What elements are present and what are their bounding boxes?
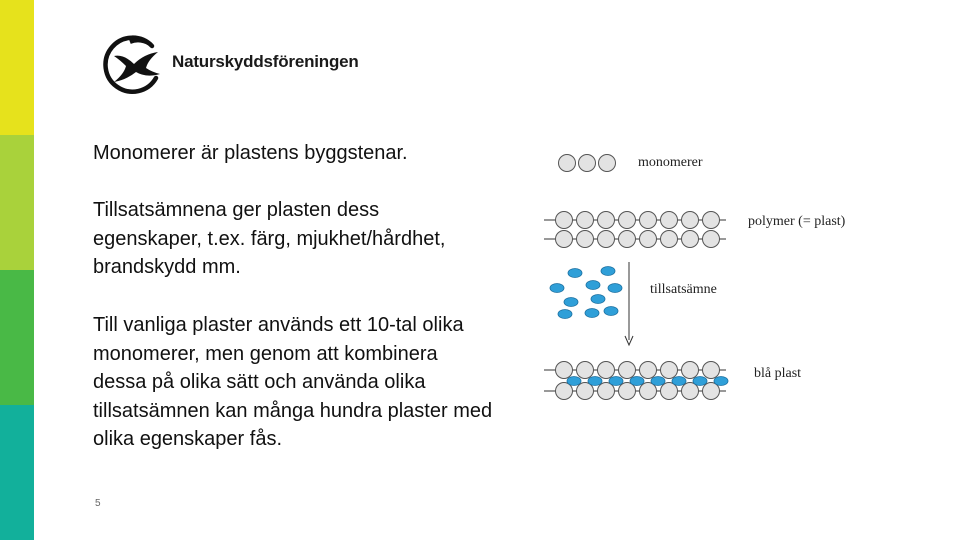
blue-plastic-additive-particle [588, 377, 602, 386]
brand-stripe-yellow [0, 0, 34, 135]
polymer-monomer-circle [577, 212, 594, 229]
polymer-monomer-circle [703, 212, 720, 229]
polymer-monomer-circle [661, 212, 678, 229]
brand-name: Naturskyddsföreningen [172, 52, 359, 71]
blue-plastic-monomer-circle [661, 362, 678, 379]
polymer-monomer-circle [640, 231, 657, 248]
brand-stripe-teal [0, 405, 34, 540]
diagram-graphics [540, 145, 880, 415]
additive-particle [550, 284, 564, 293]
polymer-monomer-circle [598, 231, 615, 248]
brand-stripe-light-green [0, 135, 34, 270]
paragraph-monomers: Monomerer är plastens byggstenar. [93, 142, 408, 164]
polymer-monomer-circle [703, 231, 720, 248]
additive-particle [601, 267, 615, 276]
blue-plastic-additive-particle [693, 377, 707, 386]
additive-particle [591, 295, 605, 304]
blue-plastic-additive-particle [672, 377, 686, 386]
blue-plastic-monomer-circle [682, 362, 699, 379]
blue-plastic-additive-particle [651, 377, 665, 386]
polymer-monomer-circle [598, 212, 615, 229]
additive-particle [564, 298, 578, 307]
brand-stripe-green [0, 270, 34, 405]
additive-particle [568, 269, 582, 278]
polymer-monomer-circle [661, 231, 678, 248]
additive-particle [604, 307, 618, 316]
blue-plastic-additive-particle [630, 377, 644, 386]
polymer-monomer-circle [682, 212, 699, 229]
blue-plastic-additive-particle [609, 377, 623, 386]
monomer-circle [599, 155, 616, 172]
polymer-monomer-circle [556, 212, 573, 229]
label-additives: tillsatsämne [650, 282, 717, 297]
polymer-monomer-circle [682, 231, 699, 248]
blue-plastic-monomer-circle [640, 362, 657, 379]
label-monomers: monomerer [638, 155, 703, 170]
label-blue-plastic: blå plast [754, 366, 802, 381]
paragraph-plastics: Till vanliga plaster används ett 10-tal olika monomerer, men genom att kombinera dessa på olika sätt och använda olika tillsatsämnen kan många hundra plaster med olika egenskaper fås. [93, 314, 493, 450]
swallow-logo-icon [100, 34, 164, 96]
additive-particle [558, 310, 572, 319]
blue-plastic-monomer-circle [619, 362, 636, 379]
polymer-monomer-circle [640, 212, 657, 229]
additive-particle [586, 281, 600, 290]
blue-plastic-monomer-circle [556, 362, 573, 379]
paragraph-additives: Tillsatsämnena ger plasten dess egenskaper, t.ex. färg, mjukhet/hårdhet, brandskydd mm. [93, 199, 446, 278]
blue-plastic-additive-particle [714, 377, 728, 386]
blue-plastic-monomer-circle [598, 362, 615, 379]
blue-plastic-monomer-circle [577, 362, 594, 379]
polymer-monomer-circle [619, 212, 636, 229]
plastic-composition-diagram [540, 145, 880, 415]
polymer-monomer-circle [619, 231, 636, 248]
blue-plastic-additive-particle [567, 377, 581, 386]
monomer-circle [579, 155, 596, 172]
label-polymer: polymer (= plast) [748, 214, 846, 229]
additive-particle [585, 309, 599, 318]
polymer-monomer-circle [577, 231, 594, 248]
monomer-circle [559, 155, 576, 172]
blue-plastic-monomer-circle [703, 362, 720, 379]
polymer-monomer-circle [556, 231, 573, 248]
page-number: 5 [95, 498, 101, 509]
additive-particle [608, 284, 622, 293]
